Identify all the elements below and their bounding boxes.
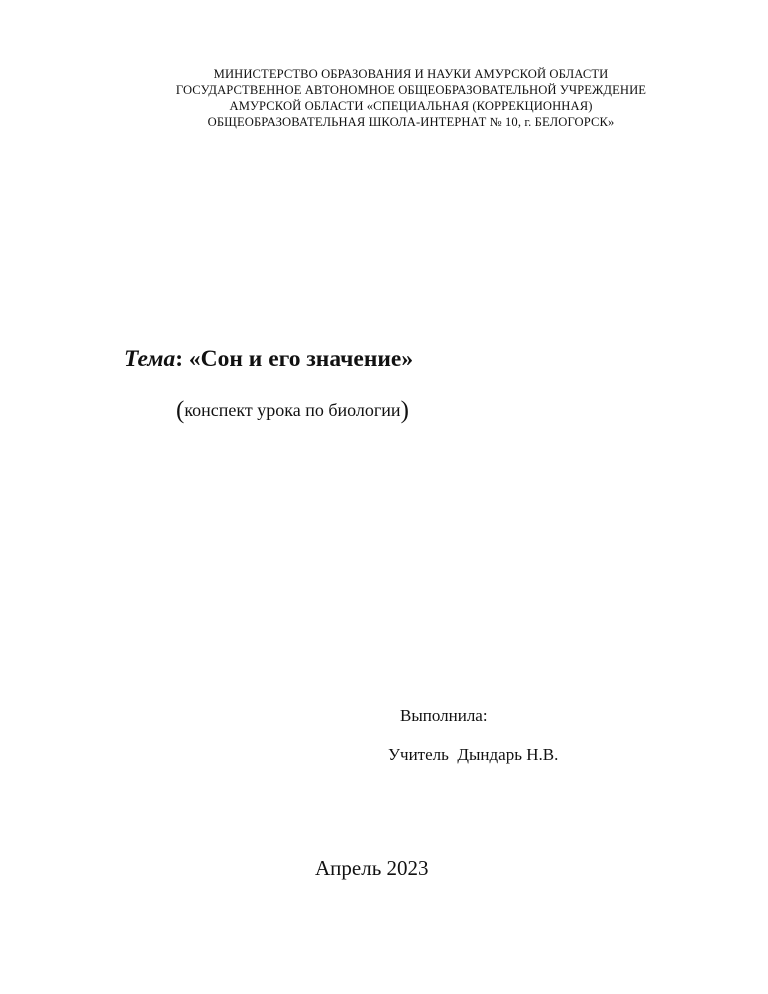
- header-line-1: МИНИСТЕРСТВО ОБРАЗОВАНИЯ И НАУКИ АМУРСКОЙ ОБЛАСТИ: [213, 67, 609, 81]
- subtitle-text: конспект урока по биологии: [184, 400, 401, 420]
- header-line-4: ОБЩЕОБРАЗОВАТЕЛЬНАЯ ШКОЛА-ИНТЕРНАТ № 10, г. БЕЛОГОРСК»: [207, 115, 615, 129]
- subtitle-open-paren: (: [176, 397, 185, 424]
- title-separator: :: [175, 346, 189, 372]
- header-line-2: ГОСУДАРСТВЕННОЕ АВТОНОМНОЕ ОБЩЕОБРАЗОВАТЕЛЬНОЙ УЧРЕЖДЕНИЕ: [175, 83, 647, 97]
- title-label: Тема: [124, 346, 176, 372]
- organization-header: [0, 66, 768, 130]
- subtitle-close-paren: ): [400, 397, 409, 424]
- header-line-3: АМУРСКОЙ ОБЛАСТИ «СПЕЦИАЛЬНАЯ (КОРРЕКЦИОННАЯ): [229, 99, 593, 113]
- performed-label: Выполнила:: [400, 706, 488, 725]
- lesson-title: [124, 346, 413, 373]
- lesson-subtitle: [176, 397, 409, 425]
- document-date: Апрель 2023: [315, 856, 429, 880]
- title-text: «Сон и его значение»: [188, 346, 414, 372]
- teacher-name: Учитель Дындарь Н.В.: [388, 745, 559, 764]
